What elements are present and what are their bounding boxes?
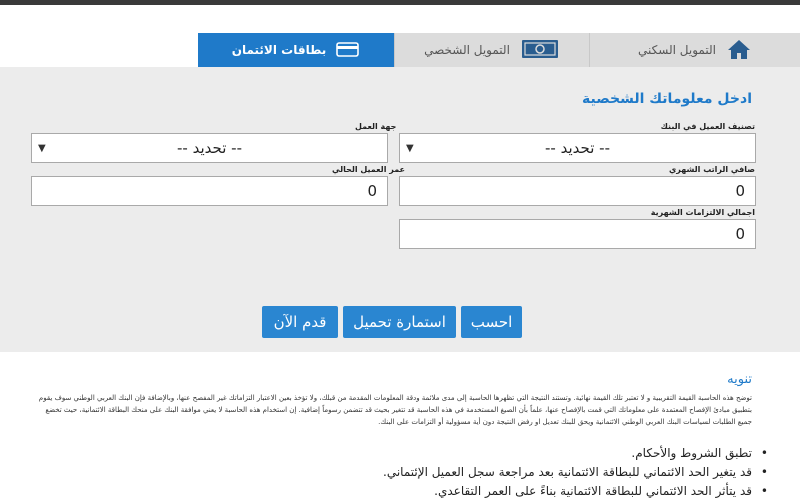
tab-personal-finance[interactable] xyxy=(394,33,589,67)
notice-body: توضح هذه الحاسبة القيمة التقريبية و لا تعتبر تلك القيمة نهائية. وتستند النتيجة التي تظهرها الحاسبة إلى مدى ملائمة ودقة المعلومات المقدمة من قبلك، ولا تؤخذ بعين الاعتبار التزاماتك غير المفصح عنها، وبالإضافة فإن البنك العربي الوطني سوف يقوم بتطبيق مبادئ الإفصاح المعتمدة على معلوماتك التي قمت بالإفصاح عنها، علماً بأن الصيغ المستخدمة في هذه الحاسبة قد تتغير بحيث قد تتضمن رسوماً إضافية. إن استخدام هذه الحاسبة لا يعني موافقة البنك على منحك البطاقة الائتمانية، حيث تخضع جميع الطلبات لسياسات البنك العربي الوطني الائتمانية ويحق للبنك تعديل او رفض النتيجة دون أية مسؤولية أو التزامات على البنك. xyxy=(38,394,752,426)
employer-select[interactable] xyxy=(31,133,388,163)
house-icon xyxy=(726,38,752,63)
tab-label: التمويل الشخصي xyxy=(424,43,510,57)
bank-class-select[interactable] xyxy=(399,133,756,163)
employer-value: -- تحديد -- xyxy=(177,139,242,157)
salary-input[interactable]: 0 xyxy=(399,176,756,206)
form-title: ادخل معلوماتك الشخصية xyxy=(582,91,752,107)
bank-class-value: -- تحديد -- xyxy=(545,139,610,157)
terms-list xyxy=(170,446,770,503)
top-bar xyxy=(0,0,800,5)
tab-credit-cards[interactable] xyxy=(198,33,394,67)
download-form-button[interactable]: استمارة تحميل xyxy=(343,306,456,338)
tab-housing-finance[interactable] xyxy=(589,33,800,67)
bank-class-label: تصنيف العميل في البنك xyxy=(660,122,755,131)
apply-now-button[interactable]: قدم الآن xyxy=(262,306,338,338)
credit-card-icon xyxy=(336,41,360,60)
list-item: • تطبق الشروط والأحكام. xyxy=(170,446,770,465)
obligations-input[interactable]: 0 xyxy=(399,219,756,249)
calculate-button[interactable]: احسب xyxy=(461,306,522,338)
tab-label: التمويل السكني xyxy=(638,43,716,57)
tab-label: بطاقات الائتمان xyxy=(231,43,327,57)
notice-title: تنويه xyxy=(727,372,752,387)
list-item: • قد يتأثر الحد الائتماني للبطاقة الائتمانية بناءً على العمر التقاعدي. xyxy=(170,484,770,503)
calculator-panel xyxy=(0,67,800,352)
chevron-down-icon: ▼ xyxy=(38,143,46,154)
list-item: • قد يتغير الحد الائتماني للبطاقة الائتمانية بعد مراجعة سجل العميل الإئتماني. xyxy=(170,465,770,484)
employer-label: جهة العمل xyxy=(355,122,397,131)
chevron-down-icon: ▼ xyxy=(406,143,414,154)
age-label: عمر العميل الحالي xyxy=(332,165,406,174)
tab-bar xyxy=(0,33,800,67)
salary-label: صافي الراتب الشهري xyxy=(668,165,755,174)
obligations-label: اجمالي الالتزامات الشهرية xyxy=(650,208,755,217)
age-input[interactable]: 0 xyxy=(31,176,388,206)
cash-icon xyxy=(520,37,560,64)
